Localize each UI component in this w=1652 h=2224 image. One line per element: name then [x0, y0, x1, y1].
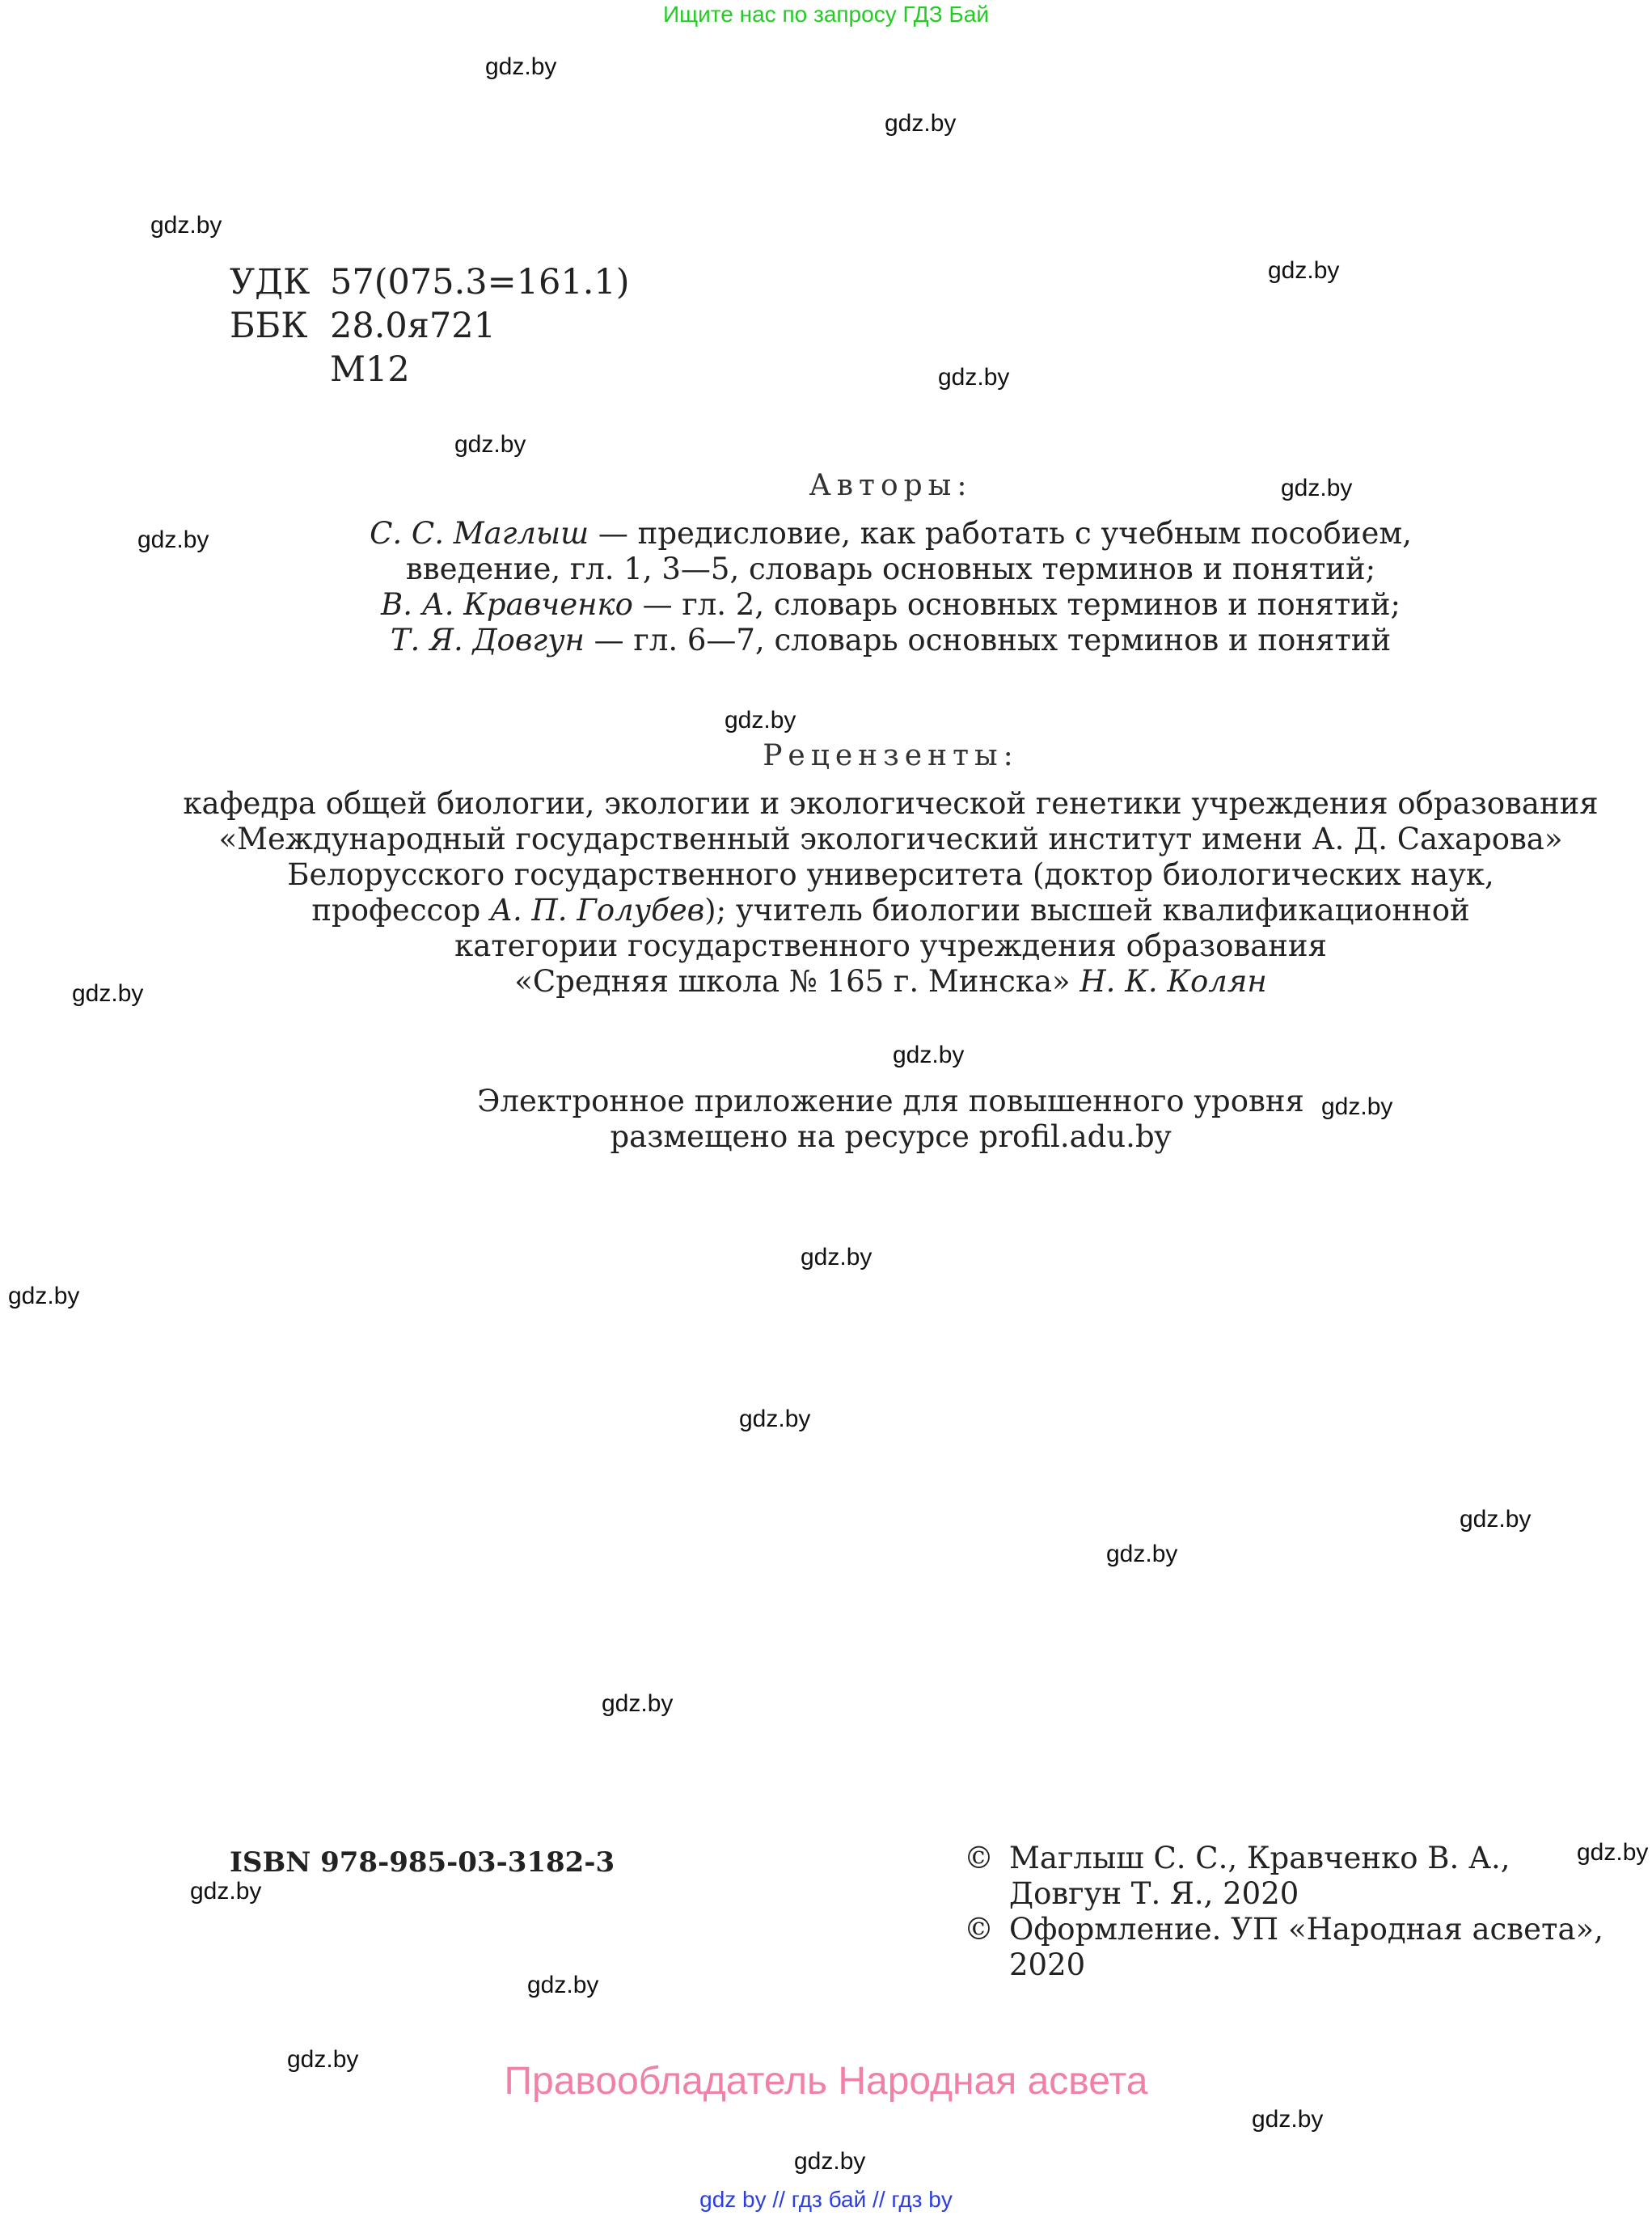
author-mark: М12: [330, 349, 410, 390]
bbk-value: 28.0я721: [330, 306, 496, 346]
author-line: Т. Я. Довгун — гл. 6—7, словарь основных терминов и понятий: [390, 623, 1392, 657]
electronic-supplement: [65, 1084, 1652, 1155]
udk-value: 57(075.3=161.1): [330, 262, 630, 302]
copyright-symbol: ©: [964, 1841, 994, 1875]
watermark: gdz.by: [1577, 1839, 1649, 1866]
watermark: gdz.by: [794, 2148, 866, 2175]
author-line: введение, гл. 1, 3—5, словарь основных терминов и понятий;: [405, 552, 1376, 586]
bottom-links[interactable]: gdz by // гдз бай // гдз by: [699, 2187, 953, 2212]
watermark: gdz.by: [287, 2046, 359, 2073]
watermark: gdz.by: [938, 364, 1010, 391]
reviewer-line: Белорусского государственного университета (доктор биологических наук,: [287, 857, 1494, 892]
bbk-label: ББК: [230, 306, 308, 346]
watermark: gdz.by: [527, 1972, 599, 1998]
copyright-line: Довгун Т. Я., 2020: [1009, 1876, 1299, 1911]
watermark: gdz.by: [1460, 1506, 1532, 1533]
copyright-line: © Маглыш С. С., Кравченко В. А.,: [964, 1841, 1510, 1875]
electronic-line: Электронное приложение для повышенного уровня: [477, 1084, 1304, 1118]
watermark: gdz.by: [150, 212, 222, 239]
reviewer-line: профессор А. П. Голубев); учитель биологии высшей квалификационной: [311, 893, 1470, 928]
watermark: gdz.by: [893, 1042, 965, 1068]
electronic-line: размещено на ресурсе profil.adu.by: [610, 1119, 1172, 1154]
watermark: gdz.by: [137, 526, 209, 553]
reviewers-text: [65, 786, 1652, 1000]
author-line: В. А. Кравченко — гл. 2, словарь основных терминов и понятий;: [381, 587, 1401, 622]
watermark: gdz.by: [1106, 1541, 1178, 1567]
author-mark-line: [230, 348, 630, 391]
isbn: ISBN 978-985-03-3182-3: [230, 1846, 615, 1879]
udk-label: УДК: [230, 262, 311, 302]
watermark: gdz.by: [885, 110, 957, 137]
watermark: gdz.by: [1268, 257, 1340, 284]
watermark: gdz.by: [454, 431, 526, 458]
watermark: gdz.by: [602, 1690, 674, 1717]
udk-line: [230, 260, 630, 304]
author-line: С. С. Маглыш — предисловие, как работать с учебным пособием,: [370, 516, 1412, 551]
watermark: gdz.by: [739, 1406, 811, 1432]
copyright-line: 2020: [1009, 1947, 1086, 1982]
watermark: gdz.by: [8, 1283, 80, 1309]
classification-codes: [230, 260, 630, 391]
reviewer-line: «Средняя школа № 165 г. Минска» Н. К. Колян: [514, 964, 1267, 999]
copyright-block: [964, 1841, 1603, 1983]
authors-heading: Авторы:: [809, 469, 973, 502]
watermark: gdz.by: [1281, 475, 1353, 501]
watermark: gdz.by: [485, 53, 557, 80]
watermark: gdz.by: [190, 1878, 262, 1905]
reviewer-line: «Международный государственный экологический институт имени А. Д. Сахарова»: [218, 822, 1563, 856]
authors-list: [65, 516, 1652, 658]
bbk-line: [230, 304, 630, 348]
reviewer-line: категории государственного учреждения образования: [454, 928, 1327, 963]
copyright-line: © Оформление. УП «Народная асвета»,: [964, 1912, 1603, 1947]
watermark: gdz.by: [1321, 1093, 1393, 1120]
watermark: gdz.by: [725, 707, 796, 734]
rights-holder: Правообладатель Народная асвета: [504, 2060, 1148, 2103]
reviewer-line: кафедра общей биологии, экологии и экологической генетики учреждения образования: [183, 786, 1599, 821]
watermark: gdz.by: [1252, 2106, 1324, 2133]
watermark: gdz.by: [72, 980, 144, 1007]
top-banner[interactable]: Ищите нас по запросу ГДЗ Бай: [662, 2, 990, 27]
reviewers-heading: Рецензенты:: [763, 739, 1019, 772]
watermark: gdz.by: [801, 1244, 872, 1271]
copyright-symbol: ©: [964, 1912, 994, 1947]
